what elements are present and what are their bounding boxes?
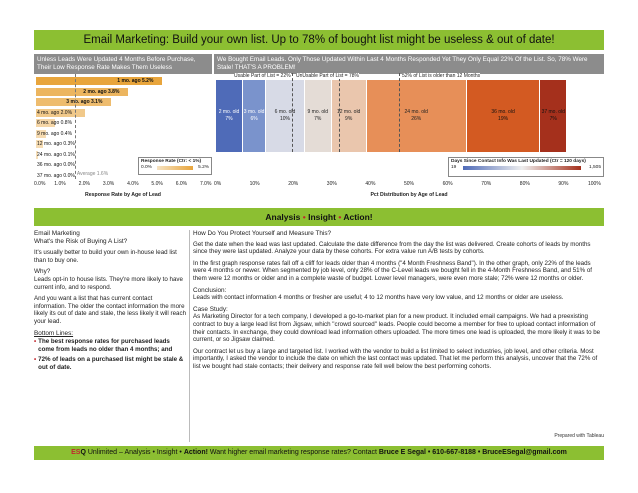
distribution-segment xyxy=(540,80,567,152)
distribution-segment-label: 24 mo. old 26% xyxy=(404,109,428,122)
left-axis-tick: 7.0% xyxy=(200,181,212,187)
footer-band xyxy=(34,446,604,460)
distribution-segment-label: 3 mo. old 6% xyxy=(243,109,265,122)
ref-label-unusable: UnUsable Part of List = 78% xyxy=(296,73,359,79)
bullet-1-text: The best response rates for purchased leads come from leads no older than 4 months; and xyxy=(38,338,173,353)
contact-name: Bruce E Segal xyxy=(378,449,426,456)
bullet-1-dot: • xyxy=(34,338,37,346)
brand-q: Q xyxy=(80,449,86,456)
left-legend-gradient xyxy=(157,166,193,170)
insight-sep-2: • xyxy=(338,212,342,222)
left-chart-header: Unless Leads Were Updated 4 Months Before Purchase, Their Low Response Rate Makes Them Useless xyxy=(34,54,212,74)
right-legend xyxy=(448,157,604,177)
left-heading-1: Email Marketing xyxy=(34,230,80,237)
right-paragraph-4: As Marketing Director for a tech company, I developed a go-to-market plan for a new product. It included email campaigns. We had a preexisting contract to buy a large lead list from Jigsaw, which "crowd sourced" leads. People could become a member for free to upload contact information of their contacts. In exchange, they could download lead information others uploaded. The more times one lead is uploaded, the more likely it was to be current, or so Jigsaw claimed. xyxy=(193,313,601,344)
distribution-segment-label: 6 mo. old 10% xyxy=(274,109,296,122)
left-axis-tick: 1.0% xyxy=(54,181,66,187)
right-axis-tick: 60% xyxy=(442,181,453,187)
distribution-segment xyxy=(305,80,332,152)
page-title: Email Marketing: Build your own list. Up to 78% of bought list might be useless & out of date! xyxy=(34,30,604,50)
case-study-heading: Case Study: xyxy=(193,305,228,313)
response-bar-label: 12 mo. ago 0.3% xyxy=(37,141,75,147)
response-bar-label: 24 mo. ago 0.1% xyxy=(37,151,75,158)
response-bar-label: 1 mo. ago 5.2% xyxy=(117,78,154,84)
average-label: Average 1.6% xyxy=(76,171,109,177)
right-paragraph-3: Leads with contact information 4 months or fresher are useful; 4 to 12 months have very low value, and 12 months or older are useless. xyxy=(193,294,564,302)
bullet-1 xyxy=(34,338,186,353)
response-bar-label: 9 mo. ago 0.4% xyxy=(37,130,73,137)
right-legend-max: 1,505 xyxy=(588,165,601,170)
distribution-segment-label: 36 mo. old 19% xyxy=(491,109,515,122)
bullet-2-dot: • xyxy=(34,356,37,364)
ref-line-usable xyxy=(292,73,293,152)
response-bar-label: 36 mo. ago 0.0% xyxy=(37,162,75,168)
response-bar-label: 6 mo. ago 0.8% xyxy=(37,120,73,126)
right-axis-tick: 80% xyxy=(519,181,530,187)
distribution-segment-label: 2 mo. old 7% xyxy=(218,109,240,122)
insight-sep-1: • xyxy=(302,212,306,222)
right-x-axis xyxy=(214,181,604,191)
distribution-segment xyxy=(266,80,305,152)
left-legend-max: 5.2% xyxy=(198,165,209,170)
footer-cta: Want higher email marketing response rates? Contact xyxy=(207,449,379,456)
brand-rest: Unlimited xyxy=(85,449,118,456)
distribution-segment xyxy=(367,80,467,152)
left-legend-title: Response Rate (Ctr: < 1%) xyxy=(141,159,202,164)
left-paragraph-2: Leads opt-in to house lists. They're more likely to have current info, and to respond. xyxy=(34,275,183,291)
right-chart-header: We Bought Email Leads. Only Those Updated Within Last 4 Months Responded Yet They Only Equal 22% Of the List. So, 78% Were Stale! THAT'S A PROBLEM! xyxy=(214,54,604,74)
brand-es: ES xyxy=(71,449,81,456)
distribution-segment xyxy=(467,80,540,152)
left-axis-tick: 3.0% xyxy=(102,181,115,187)
contact-email: BruceESegal@gmail.com xyxy=(482,449,567,456)
left-text-column xyxy=(34,230,186,372)
contact-phone: • 610-667-8188 • xyxy=(425,449,483,456)
left-paragraph-3: And you want a list that has current contact information. The older the contact information the more likely its out of date and stale, the less likely it will reach your lead. xyxy=(34,295,187,325)
response-bar-label: 37 mo. ago 0.0% xyxy=(37,172,75,179)
left-axis-tick: 2.0% xyxy=(78,181,90,187)
insight-word-insight: Insight xyxy=(308,212,336,222)
right-axis-tick: 0% xyxy=(214,181,222,187)
left-legend-min: 0.0% xyxy=(141,165,152,170)
bottom-lines-heading: Bottom Lines: xyxy=(34,329,74,337)
left-axis-tick: 4.0% xyxy=(127,181,139,187)
right-axis-title: Pct Distribution by Age of Lead xyxy=(370,192,448,198)
footer-tagline: – Analysis • Insight • xyxy=(117,449,184,456)
response-bar-label: 3 mo. ago 3.1% xyxy=(66,99,103,105)
right-legend-title: Days Since Contact Info Was Last Updated (Ctr = 120 days) xyxy=(451,159,586,164)
left-axis-tick: 0.0% xyxy=(34,181,46,187)
left-paragraph-1: It's usually better to build your own in-house lead list than to buy one. xyxy=(34,249,177,264)
conclusion-heading: Conclusion: xyxy=(193,286,227,294)
right-axis-tick: 20% xyxy=(288,181,299,187)
right-text-column xyxy=(193,230,604,375)
right-axis-tick: 70% xyxy=(481,181,492,187)
response-bar-label: 4 mo. ago 2.0% xyxy=(37,109,73,116)
right-axis-tick: 100% xyxy=(588,181,601,187)
response-rate-chart xyxy=(34,74,212,204)
left-x-axis xyxy=(34,181,212,191)
left-heading-2: What's the Risk of Buying A List? xyxy=(34,237,128,245)
average-line xyxy=(75,74,76,179)
right-paragraph-2: In the first graph response rates fall off a cliff for leads older than 4 months ("4 Month Freshness Band"). In the other graph, only 22% of the leads were 4 months or newer. When segmented by job level, only 28% of the C-Level leads we bought fell in the 4-Month Freshness Band, and 51% of them were 12 months or older and in a complete waste of budget. Lower level managers, were even more stale; 72% were 12 months or older. xyxy=(193,259,592,282)
distribution-segment-label: 9 mo. old 7% xyxy=(307,109,329,122)
distribution-segment-label: 12 mo. old 9% xyxy=(336,109,361,122)
right-paragraph-5: Our contract let us buy a large and targeted list. I worked with the vendor to build a list limited to select industries, job level, and other criteria. Most importantly, I asked the vendor to include the date on which the last contact was updated. That let me perform this analysis, uncover that the 72% of list we bought had stale contacts; their delivery and response rate fell well below the best performing cohorts. xyxy=(193,347,598,370)
tableau-credit: Prepared with Tableau xyxy=(554,433,604,439)
distribution-segment-label: 37 mo. old 7% xyxy=(541,109,565,122)
left-axis-title: Response Rate by Age of Lead xyxy=(85,192,161,198)
right-legend-min: 19 xyxy=(451,165,457,170)
ref-label-usable: Usable Part of List = 22% xyxy=(234,73,291,79)
ref-label-older-12: 52% of List is older than 12 Months xyxy=(402,73,481,79)
right-legend-gradient xyxy=(463,166,581,170)
column-divider xyxy=(189,230,190,442)
distribution-chart xyxy=(214,0,604,206)
response-bar-label: 2 mo. ago 3.8% xyxy=(83,88,120,95)
distribution-segment xyxy=(216,80,243,152)
distribution-segment xyxy=(332,80,367,152)
ref-line-older-12 xyxy=(399,73,400,152)
right-axis-tick: 90% xyxy=(558,181,569,187)
right-axis-tick: 40% xyxy=(365,181,376,187)
bullet-2 xyxy=(34,356,186,371)
insight-band xyxy=(34,208,604,226)
distribution-segment xyxy=(243,80,266,152)
right-axis-tick: 50% xyxy=(404,181,415,187)
right-heading: How Do You Protect Yourself and Measure This? xyxy=(193,230,332,237)
left-axis-tick: 6.0% xyxy=(175,181,188,187)
bullet-2-text: 72% of leads on a purchased list might be stale & out of date. xyxy=(38,356,184,371)
left-legend xyxy=(138,157,212,175)
footer-action: Action! xyxy=(183,449,208,456)
right-paragraph-1: Get the date when the lead was last updated. Calculate the date difference from the day the list was delivered. Create cohorts of leads by months since they were last updated. Analyze your data by these cohorts. For extra value run A/B tests by cohorts. xyxy=(193,240,591,256)
insight-word-action: Action! xyxy=(343,212,373,222)
why-heading: Why? xyxy=(34,268,51,276)
insight-word-analysis: Analysis xyxy=(265,212,301,222)
right-axis-tick: 10% xyxy=(249,181,260,187)
right-axis-tick: 30% xyxy=(326,181,337,187)
left-axis-tick: 5.0% xyxy=(151,181,163,187)
ref-line-unusable xyxy=(339,73,340,152)
